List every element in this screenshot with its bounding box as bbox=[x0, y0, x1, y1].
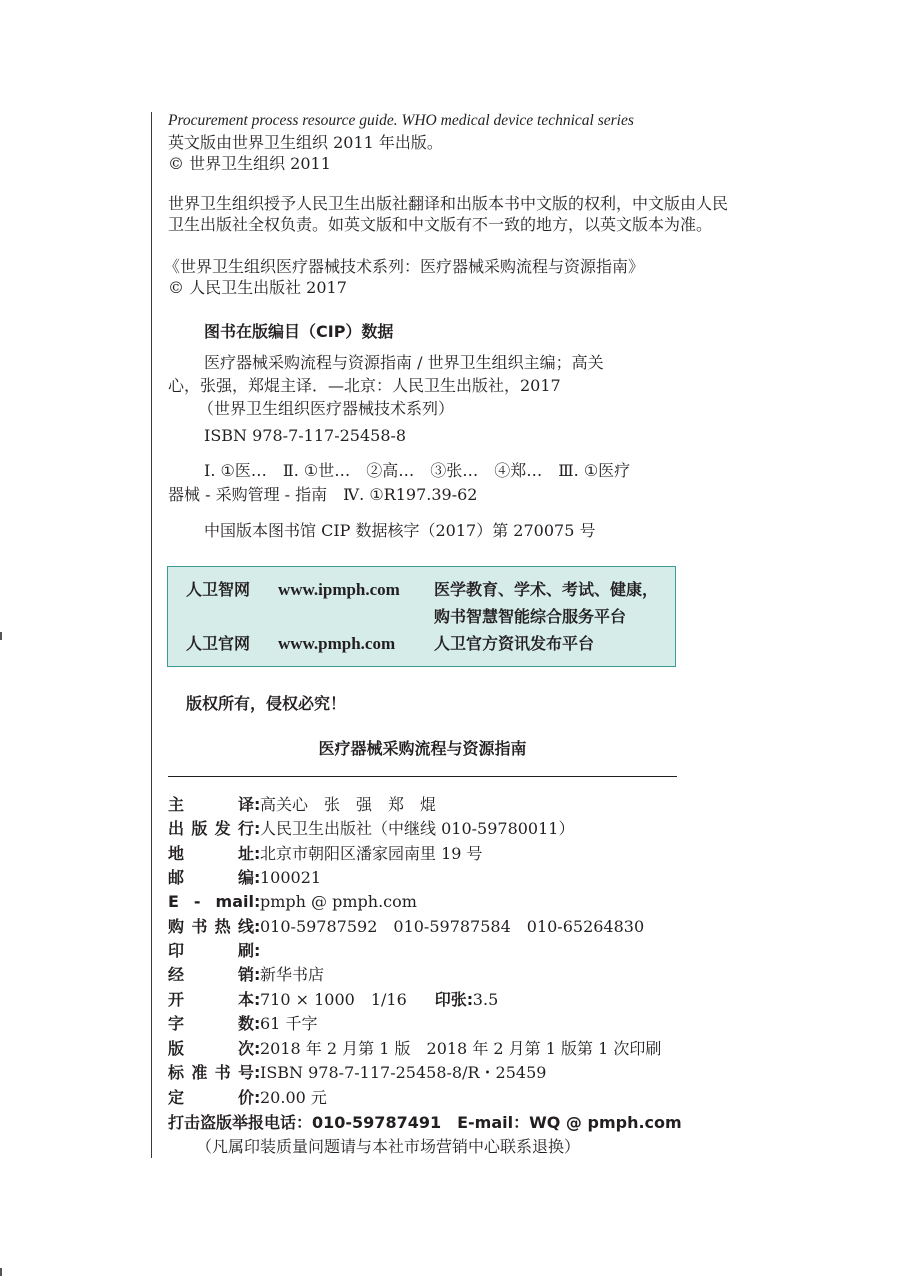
english-edition-note: 英文版由世界卫生组织 2011 年出版。 bbox=[168, 133, 443, 152]
imprint-value: 61 千字 bbox=[260, 1014, 318, 1033]
imprint-label: 地 址 bbox=[168, 844, 254, 863]
imprint-row-distributor: 经 销:新华书店 bbox=[168, 965, 325, 984]
imprint-row-hotline: 购书热线:010-59787592 010-59787584 010-65264830 bbox=[168, 917, 645, 936]
imprint-label: 标准书号 bbox=[168, 1063, 254, 1082]
who-copyright: © 世界卫生组织 2011 bbox=[168, 154, 331, 173]
imprint-value: 新华书店 bbox=[260, 965, 325, 984]
imprint-label: 出版发行 bbox=[168, 819, 254, 838]
imprint-row-publisher: 出版发行:人民卫生出版社（中继线 010-59780011） bbox=[168, 819, 575, 838]
imprint-value: 20.00 元 bbox=[260, 1088, 327, 1107]
imprint-label: 经 销 bbox=[168, 965, 254, 984]
cip-classification1: Ⅰ. ①医… Ⅱ. ①世… ②高… ③张… ④郑… Ⅲ. ①医疗 bbox=[204, 461, 631, 480]
imprint-row-standard-number: 标准书号:ISBN 978-7-117-25458-8/R・25459 bbox=[168, 1063, 547, 1082]
website-info-box bbox=[167, 566, 676, 667]
chinese-title: 《世界卫生组织医疗器械技术系列：医疗器械采购流程与资源指南》 bbox=[164, 257, 645, 276]
margin-vertical-rule bbox=[151, 112, 152, 1158]
book-title: 医疗器械采购流程与资源指南 bbox=[318, 739, 527, 758]
imprint-sheets-value: 3.5 bbox=[472, 990, 499, 1009]
imprint-label: 印 刷 bbox=[168, 941, 254, 960]
imprint-label: E - mail bbox=[168, 892, 254, 911]
crop-mark bbox=[0, 1268, 2, 1276]
imprint-row-edition: 版 次:2018 年 2 月第 1 版 2018 年 2 月第 1 版第 1 次印刷 bbox=[168, 1039, 662, 1058]
cip-classification2: 器械 - 采购管理 - 指南 Ⅳ. ①R197.39-62 bbox=[168, 485, 478, 504]
imprint-value: 710 × 1000 1/16 bbox=[260, 990, 407, 1009]
imprint-label: 购书热线 bbox=[168, 917, 254, 936]
cip-line2: 心，张强，郑焜主译．—北京：人民卫生出版社，2017 bbox=[168, 376, 561, 395]
imprint-label: 定 价 bbox=[168, 1088, 254, 1107]
imprint-label: 版 次 bbox=[168, 1039, 254, 1058]
imprint-value: 北京市朝阳区潘家园南里 19 号 bbox=[260, 844, 483, 863]
imprint-row-format: 开 本:710 × 1000 1/16 印张:3.5 bbox=[168, 990, 499, 1009]
imprint-value: 2018 年 2 月第 1 版 2018 年 2 月第 1 版第 1 次印刷 bbox=[260, 1039, 662, 1058]
imprint-row-wordcount: 字 数:61 千字 bbox=[168, 1014, 318, 1033]
rights-reserved-notice: 版权所有，侵权必究！ bbox=[186, 694, 347, 713]
imprint-label: 字 数 bbox=[168, 1014, 254, 1033]
imprint-label: 邮 编 bbox=[168, 868, 254, 887]
imprint-label: 开 本 bbox=[168, 990, 254, 1009]
translation-rights-line2: 卫生出版社全权负责。如英文版和中文版有不一致的地方，以英文版本为准。 bbox=[168, 215, 713, 234]
imprint-sheets-label: 印张 bbox=[434, 990, 467, 1009]
pmph-copyright: © 人民卫生出版社 2017 bbox=[168, 278, 347, 297]
translation-rights-line1: 世界卫生组织授予人民卫生出版社翻译和出版本书中文版的权利，中文版由人民 bbox=[168, 194, 729, 213]
cip-series: （世界卫生组织医疗器械技术系列） bbox=[198, 399, 455, 418]
imprint-value: 人民卫生出版社（中继线 010-59780011） bbox=[260, 819, 575, 838]
imprint-row-price: 定 价:20.00 元 bbox=[168, 1088, 327, 1107]
imprint-value: 高关心 张 强 郑 焜 bbox=[260, 795, 437, 814]
imprint-value[interactable]: pmph @ pmph.com bbox=[260, 892, 417, 911]
imprint-value: 010-59787592 010-59787584 010-65264830 bbox=[260, 917, 645, 936]
english-title: Procurement process resource guide. WHO medical device technical series bbox=[168, 112, 634, 129]
site2-url[interactable]: www.pmph.com bbox=[278, 634, 396, 653]
site2-name: 人卫官网 bbox=[186, 634, 251, 653]
anti-piracy-hotline: 打击盗版举报电话：010-59787491 E-mail：WQ @ pmph.com bbox=[168, 1113, 682, 1132]
imprint-row-postcode: 邮 编:100021 bbox=[168, 868, 322, 887]
imprint-row-address: 地 址:北京市朝阳区潘家园南里 19 号 bbox=[168, 844, 483, 863]
imprint-row-printer: 印 刷: bbox=[168, 941, 261, 960]
imprint-value: ISBN 978-7-117-25458-8/R・25459 bbox=[260, 1063, 547, 1082]
cip-line1: 医疗器械采购流程与资源指南 / 世界卫生组织主编；高关 bbox=[204, 353, 604, 372]
site1-name: 人卫智网 bbox=[186, 580, 251, 599]
site1-description1: 医学教育、学术、考试、健康， bbox=[434, 580, 659, 599]
quality-return-note: （凡属印装质量问题请与本社市场营销中心联系退换） bbox=[196, 1137, 581, 1156]
cip-approval-number: 中国版本图书馆 CIP 数据核字（2017）第 270075 号 bbox=[204, 521, 596, 540]
imprint-row-email: E - mail:pmph @ pmph.com bbox=[168, 892, 417, 911]
crop-mark bbox=[0, 632, 2, 640]
imprint-label: 主 译 bbox=[168, 795, 254, 814]
imprint-value: 100021 bbox=[260, 868, 322, 887]
imprint-row-translators: 主 译:高关心 张 强 郑 焜 bbox=[168, 795, 437, 814]
site2-description: 人卫官方资讯发布平台 bbox=[434, 634, 595, 653]
site1-url[interactable]: www.ipmph.com bbox=[278, 580, 400, 599]
cip-isbn: ISBN 978-7-117-25458-8 bbox=[204, 426, 407, 445]
title-rule bbox=[168, 776, 677, 777]
cip-heading: 图书在版编目（CIP）数据 bbox=[204, 322, 394, 341]
site1-description2: 购书智慧智能综合服务平台 bbox=[434, 607, 627, 626]
